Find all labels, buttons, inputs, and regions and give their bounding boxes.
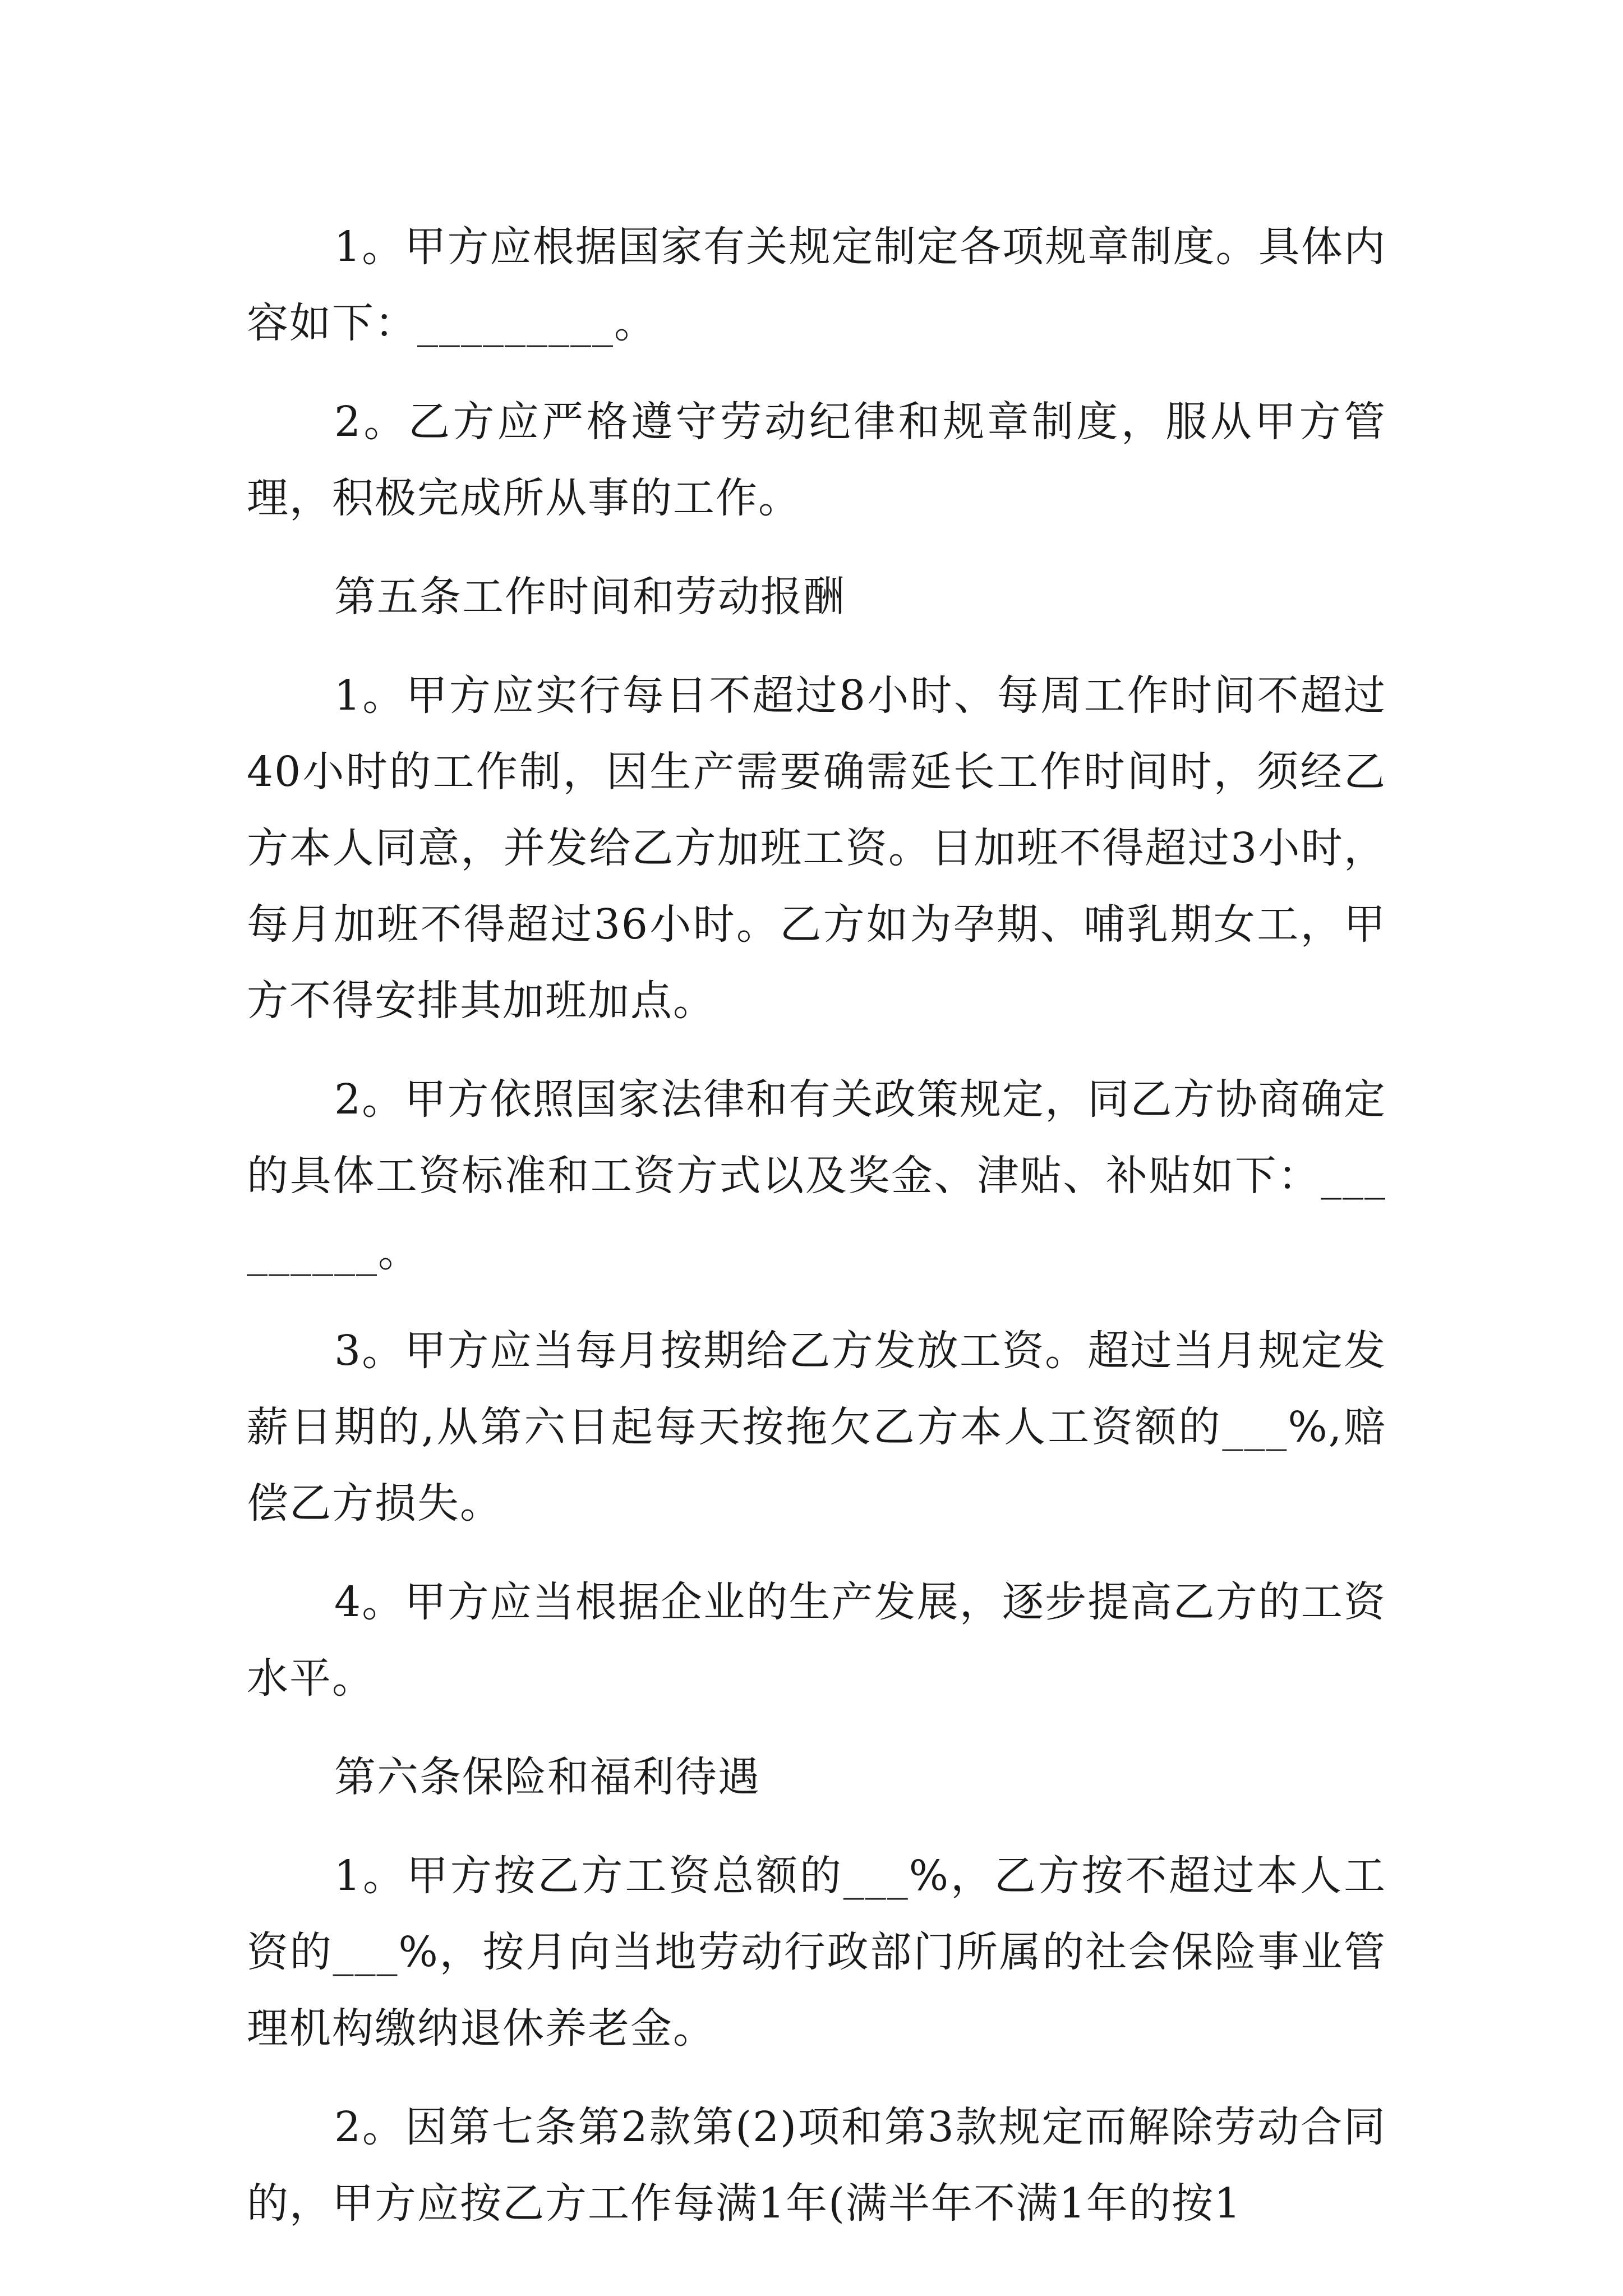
article-5-clause-2: 2。甲方依照国家法律和有关政策规定，同乙方协商确定的具体工资标准和工资方式以及奖金、津贴、补贴如下：_________。 [247, 1075, 1386, 1276]
article-5-clause-3: 3。甲方应当每月按期给乙方发放工资。超过当月规定发薪日期的,从第六日起每天按拖欠乙方本人工资额的___%,赔偿乙方损失。 [247, 1327, 1386, 1527]
document-body [247, 209, 1386, 2264]
article-5-clause-4: 4。甲方应当根据企业的生产发展，逐步提高乙方的工资水平。 [247, 1578, 1386, 1703]
article-6-heading: 第六条保险和福利待遇 [334, 1753, 760, 1801]
rules-clause-2: 2。乙方应严格遵守劳动纪律和规章制度，服从甲方管理，积极完成所从事的工作。 [247, 398, 1386, 522]
article-6-clause-1: 1。甲方按乙方工资总额的___%，乙方按不超过本人工资的___%，按月向当地劳动行政部门所属的社会保险事业管理机构缴纳退休养老金。 [247, 1852, 1386, 2053]
article-6-clause-2: 2。因第七条第2款第(2)项和第3款规定而解除劳动合同的，甲方应按乙方工作每满1年(满半年不满1年的按1 [247, 2103, 1386, 2228]
rules-clause-1: 1。甲方应根据国家有关规定制定各项规章制度。具体内容如下：_________。 [247, 223, 1386, 347]
article-5-clause-1: 1。甲方应实行每日不超过8小时、每周工作时间不超过40小时的工作制，因生产需要确需延长工作时间时，须经乙方本人同意，并发给乙方加班工资。日加班不得超过3小时，每月加班不得超过36小时。乙方如为孕期、哺乳期女工，甲方不得安排其加班加点。 [247, 671, 1386, 1025]
article-5-heading: 第五条工作时间和劳动报酬 [334, 573, 846, 621]
